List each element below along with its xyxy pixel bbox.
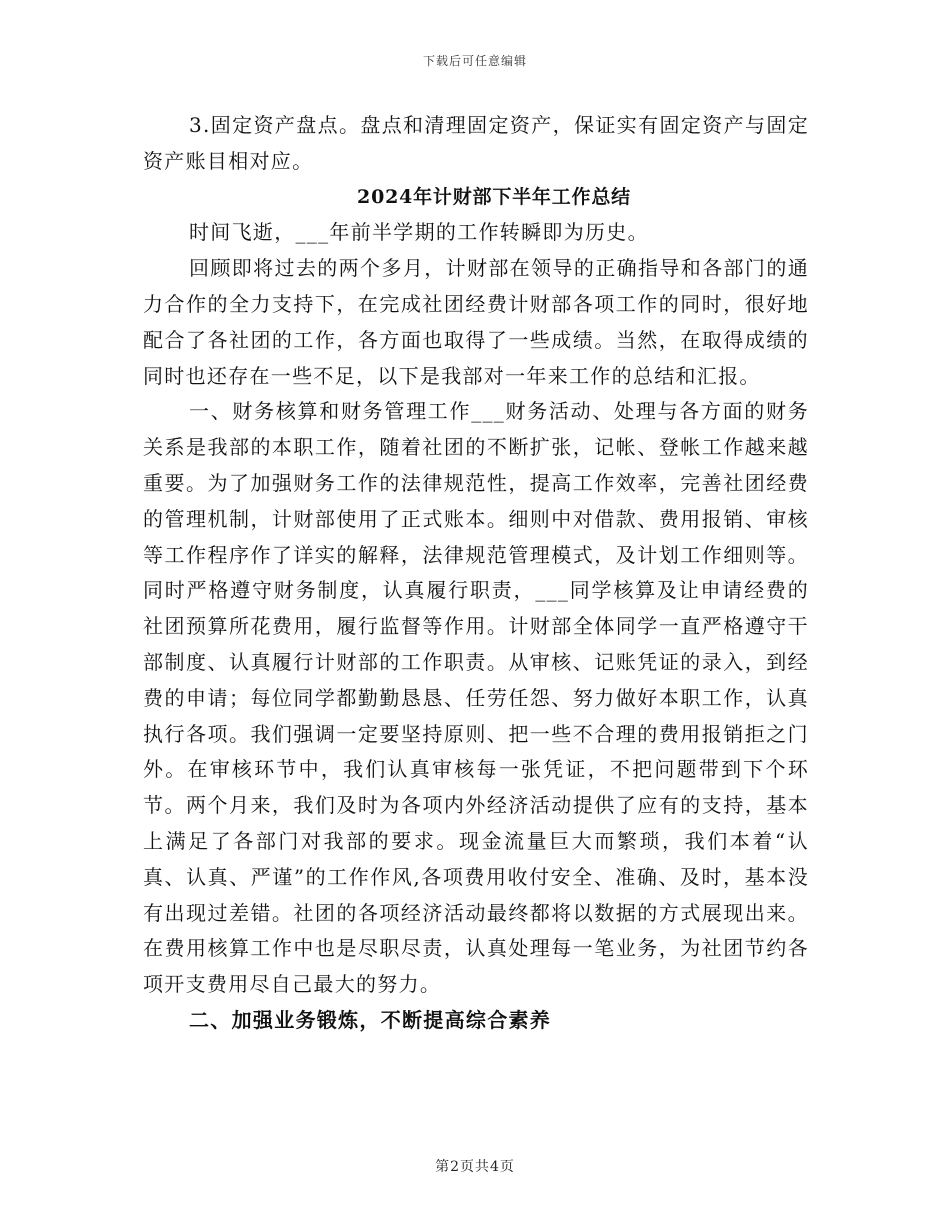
page-header: 下载后可任意编辑 <box>422 54 527 68</box>
paragraph-fixed-assets: 3.固定资产盘点。盘点和清理固定资产，保证实有固定资产与固定资产账目相对应。 <box>143 113 809 173</box>
paragraph-intro: 时间飞逝，___年前半学期的工作转瞬即为历史。 <box>189 220 649 245</box>
document-body <box>143 108 809 1039</box>
section-heading-two: 二、加强业务锻炼，不断提高综合素养 <box>189 1007 552 1032</box>
paragraph-section-one: 一、财务核算和财务管理工作___财务活动、处理与各方面的财务关系是我部的本职工作，随着社团的不断扩张，记帐、登帐工作越来越重要。为了加强财务工作的法律规范性，提高工作效率，完善社团经费的管理机制，计财部使用了正式账本。细则中对借款、费用报销、审核等工作程序作了详实的解释，法律规范管理模式，及计划工作细则等。同时严格遵守财务制度，认真履行职责，___同学核算及让申请经费的社团预算所花费用，履行监督等作用。计财部全体同学一直严格遵守干部制度、认真履行计财部的工作职责。从审核、记账凭证的录入，到经费的申请；每位同学都勤勤恳恳、任劳任怨、努力做好本职工作，认真执行各项。我们强调一定要坚持原则、把一些不合理的费用报销拒之门外。在审核环节中，我们认真审核每一张凭证，不把问题带到下个环节。两个月来，我们及时为各项内外经济活动提供了应有的支持，基本上满足了各部门对我部的要求。现金流量巨大而繁琐，我们本着“认真、认真、严谨”的工作作风,各项费用收付安全、准确、及时，基本没有出现过差错。社团的各项经济活动最终都将以数据的方式展现出来。在费用核算工作中也是尽职尽责，认真处理每一笔业务，为社团节约各项开支费用尽自己最大的努力。 <box>143 399 809 997</box>
document-title: 2024年计财部下半年工作总结 <box>357 185 631 208</box>
page-number: 第2页共4页 <box>435 1159 515 1175</box>
paragraph-review: 回顾即将过去的两个多月，计财部在领导的正确指导和各部门的通力合作的全力支持下，在完成社团经费计财部各项工作的同时，很好地配合了各社团的工作，各方面也取得了一些成绩。当然，在取得成绩的同时也还存在一些不足，以下是我部对一年来工作的总结和汇报。 <box>143 256 809 388</box>
